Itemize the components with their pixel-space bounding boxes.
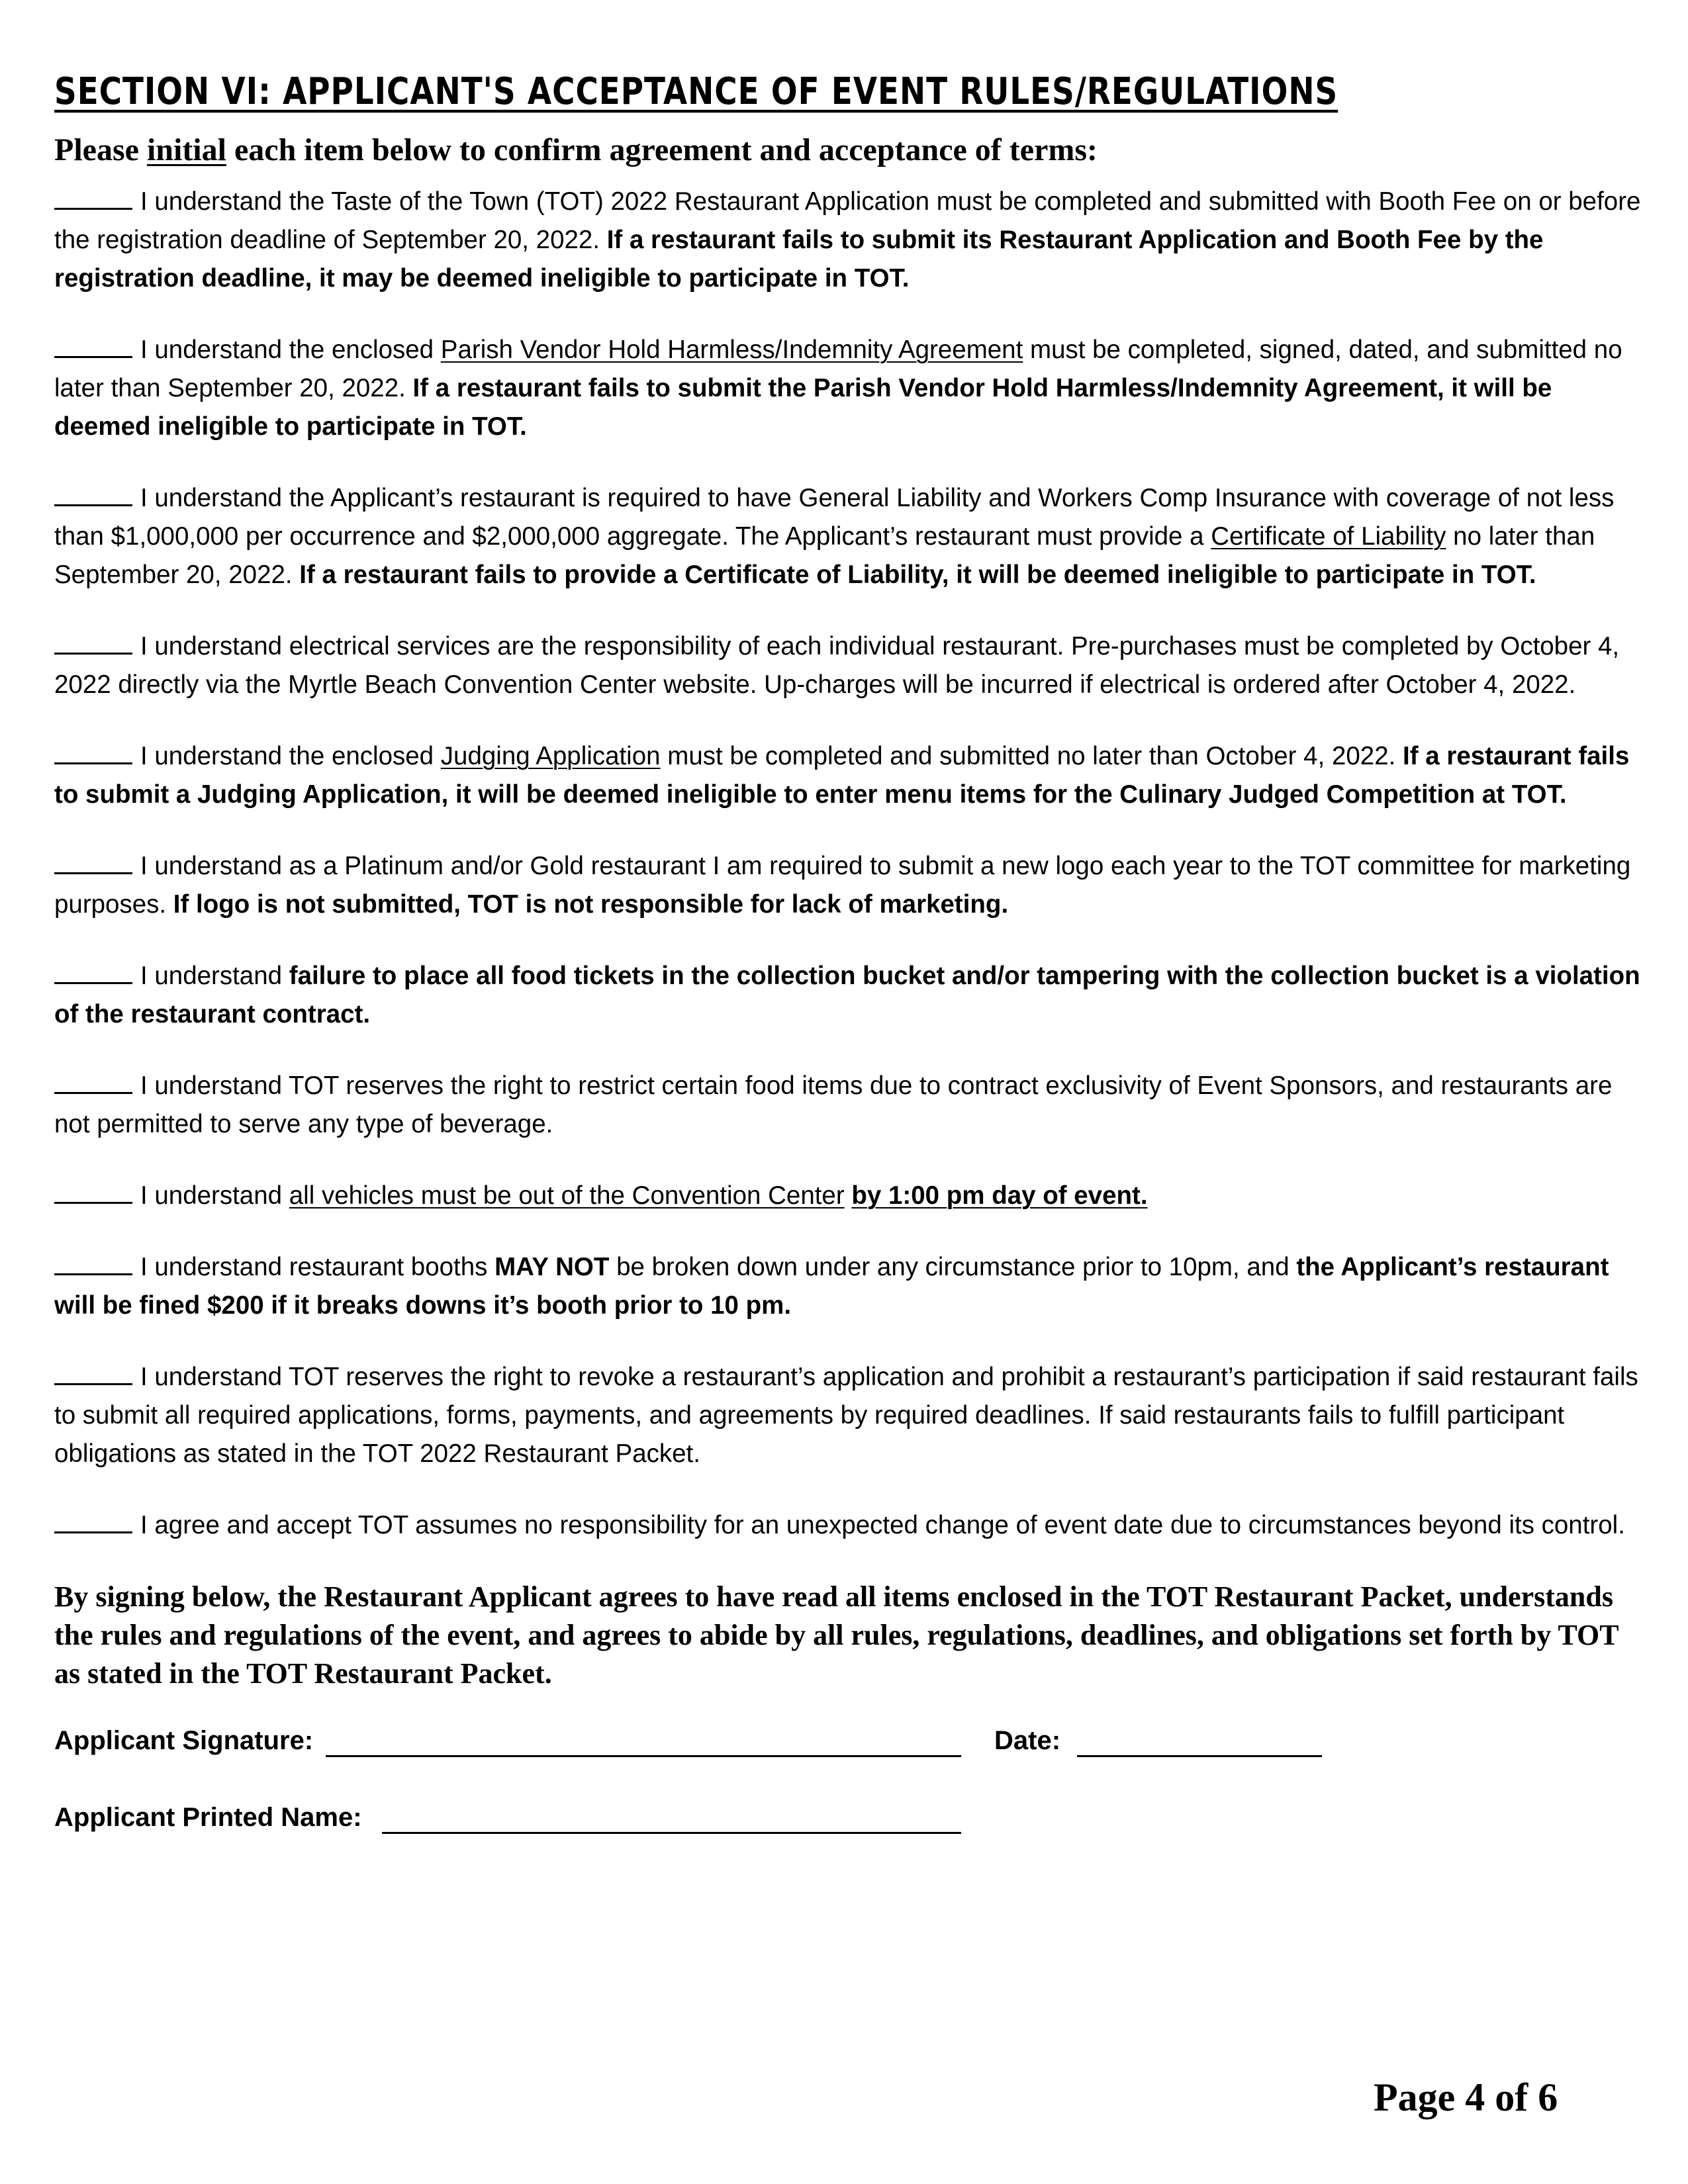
list-item: I understand the enclosed Judging Application must be completed and submitted no later than October 4, 2022. If a restaurant fails to submit a Judging Application, it will be deemed ineligible to enter menu items for the Culinary Judged Competition at TOT. — [54, 737, 1643, 814]
list-item: I understand TOT reserves the right to restrict certain food items due to contract exclusivity of Event Sponsors, and restaurants are not permitted to serve any type of beverage. — [54, 1067, 1643, 1144]
initial-blank[interactable] — [54, 957, 132, 984]
printed-name-row — [54, 1803, 1643, 1843]
initial-blank[interactable] — [54, 1358, 132, 1385]
initial-blank[interactable] — [54, 331, 132, 358]
list-item: I understand as a Platinum and/or Gold restaurant I am required to submit a new logo each year to the TOT committee for marketing purposes. If logo is not submitted, TOT is not responsible for lack of marketing. — [54, 847, 1643, 924]
instruction-pre: Please — [54, 132, 147, 167]
initial-blank[interactable] — [54, 737, 132, 764]
initial-blank[interactable] — [54, 1506, 132, 1533]
list-item: I understand the Taste of the Town (TOT) 2022 Restaurant Application must be completed and submitted with Booth Fee on or before the registration deadline of September 20, 2022. If a restaurant fails to submit its Restaurant Application and Booth Fee by the registration deadline, it may be deemed ineligible to participate in TOT. — [54, 183, 1643, 298]
instruction — [54, 130, 1643, 171]
list-item: I understand electrical services are the responsibility of each individual restaurant. Pre-purchases must be completed by October 4, 2022 directly via the Myrtle Beach Convention Center website. Up-charges will be incurred if electrical is ordered after October 4, 2022. — [54, 627, 1643, 704]
closing-statement: By signing below, the Restaurant Applicant agrees to have read all items enclosed in the TOT Restaurant Packet, understands the rules and regulations of the event, and agrees to abide by all rules, regulations, deadlines, and obligations set forth by TOT as stated in the TOT Restaurant Packet. — [54, 1580, 1618, 1690]
initial-blank[interactable] — [54, 479, 132, 506]
document-page — [54, 66, 1643, 1880]
list-item: I understand the enclosed Parish Vendor Hold Harmless/Indemnity Agreement must be completed, signed, dated, and submitted no later than September 20, 2022. If a restaurant fails to submit the Parish Vendor Hold Harmless/Indemnity Agreement, it will be deemed ineligible to participate in TOT. — [54, 331, 1643, 446]
signature-label: Applicant Signature: — [54, 1726, 314, 1755]
instruction-post: each item below to confirm agreement and acceptance of terms: — [226, 132, 1098, 167]
initial-blank[interactable] — [54, 1177, 132, 1204]
list-item: I understand restaurant booths MAY NOT be broken down under any circumstance prior to 10pm, and the Applicant’s restaurant will be fined $200 if it breaks downs it’s booth prior to 10 pm. — [54, 1248, 1643, 1325]
instruction-initial: initial — [146, 132, 226, 167]
section-title: SECTION VI: APPLICANT'S ACCEPTANCE OF EVENT RULES/REGULATIONS — [54, 70, 1338, 114]
printed-name-field[interactable] — [382, 1803, 961, 1834]
initial-blank[interactable] — [54, 847, 132, 874]
printed-name-label: Applicant Printed Name: — [54, 1803, 362, 1832]
initial-blank[interactable] — [54, 1067, 132, 1094]
list-item: I understand failure to place all food tickets in the collection bucket and/or tampering with the collection bucket is a violation of the restaurant contract. — [54, 957, 1643, 1034]
page-number: Page 4 of 6 — [1374, 2075, 1558, 2119]
list-item: I understand all vehicles must be out of the Convention Center by 1:00 pm day of event. — [54, 1177, 1643, 1215]
initial-blank[interactable] — [54, 627, 132, 655]
initial-blank[interactable] — [54, 183, 132, 210]
list-item: I agree and accept TOT assumes no responsibility for an unexpected change of event date due to circumstances beyond its control. — [54, 1506, 1643, 1545]
list-item: I understand the Applicant’s restaurant is required to have General Liability and Workers Comp Insurance with coverage of not less than $1,000,000 per occurrence and $2,000,000 aggregate. The Applicant’s restaurant must provide a Certificate of Liability no later than September 20, 2022. If a restaurant fails to provide a Certificate of Liability, it will be deemed ineligible to participate in TOT. — [54, 479, 1643, 594]
signature-field[interactable] — [326, 1726, 961, 1757]
date-field[interactable] — [1077, 1726, 1322, 1757]
terms-list — [54, 183, 1643, 1545]
list-item: I understand TOT reserves the right to revoke a restaurant’s application and prohibit a restaurant’s participation if said restaurant fails to submit all required applications, forms, payments, and agreements by required deadlines. If said restaurants fails to fulfill participant obligations as stated in the TOT 2022 Restaurant Packet. — [54, 1358, 1643, 1473]
initial-blank[interactable] — [54, 1248, 132, 1275]
signature-row — [54, 1726, 1643, 1766]
date-label: Date: — [994, 1726, 1061, 1755]
